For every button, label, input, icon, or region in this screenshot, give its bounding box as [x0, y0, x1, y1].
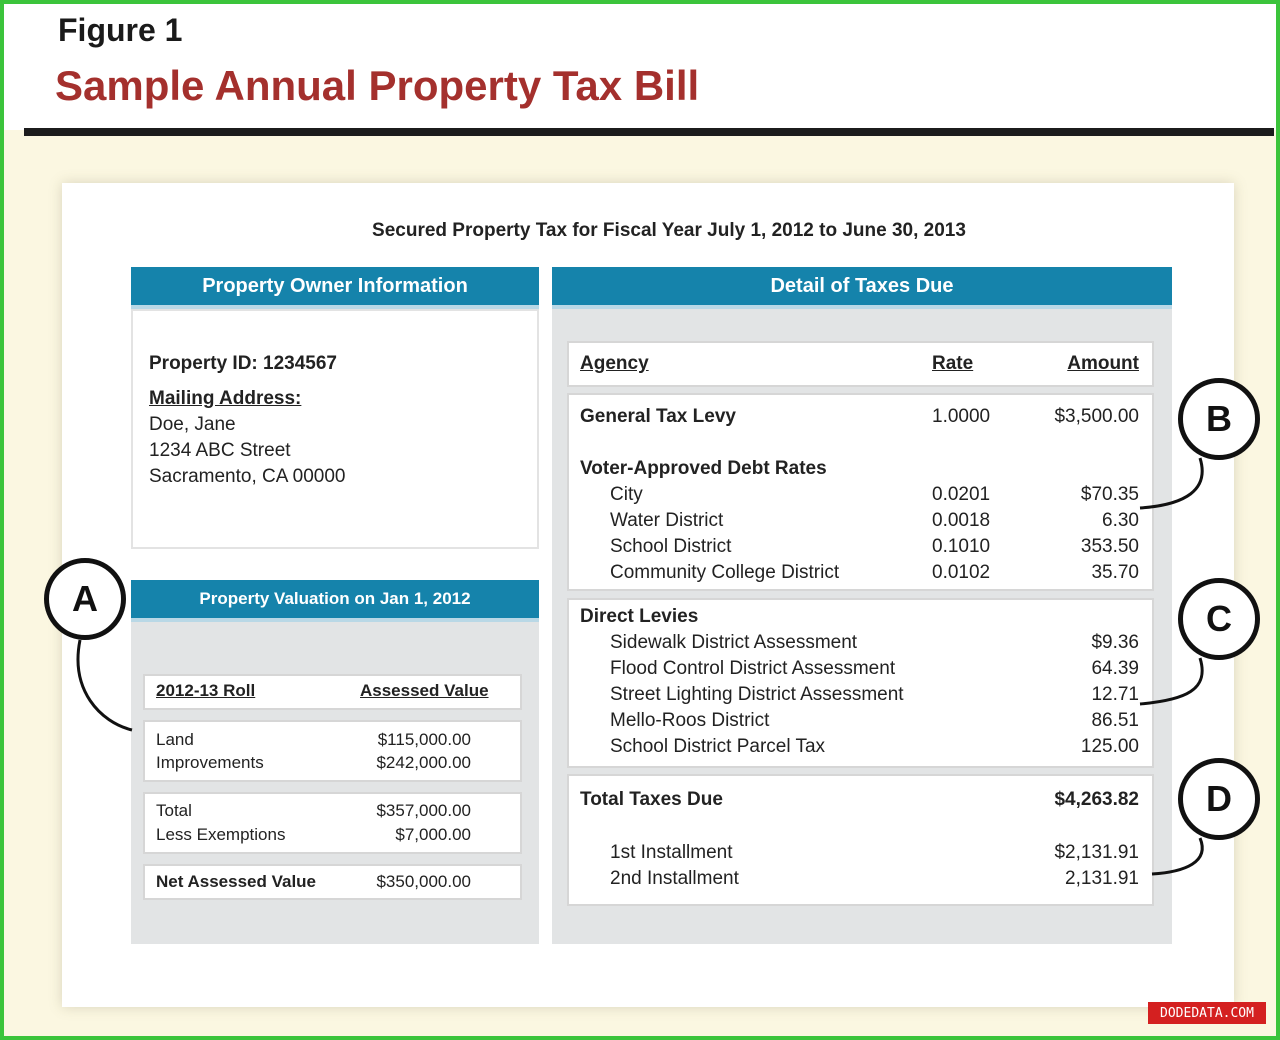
general-levy-amount: $3,500.00 [1054, 406, 1139, 427]
owner-city: Sacramento, CA 00000 [149, 466, 346, 487]
net-assessed-value: $350,000.00 [376, 872, 471, 891]
net-assessed-label: Net Assessed Value [156, 872, 317, 891]
voter-item-amount: $70.35 [1080, 484, 1139, 505]
voter-item-amount: 353.50 [1080, 536, 1139, 557]
voter-item-label: Community College District [610, 562, 840, 583]
mailing-address-label: Mailing Address: [149, 388, 302, 409]
voter-item-rate: 0.0102 [932, 562, 991, 583]
property-id: Property ID: 1234567 [149, 353, 337, 374]
roll-column-header: 2012-13 Roll [156, 681, 256, 700]
callout-c-badge: C [1178, 578, 1260, 660]
voter-item-rate: 0.0018 [932, 510, 991, 531]
general-levy-rate: 1.0000 [932, 406, 991, 427]
direct-item-label: Flood Control District Assessment [610, 658, 896, 679]
second-installment-label: 2nd Installment [610, 868, 739, 889]
figure-title: Sample Annual Property Tax Bill [55, 62, 700, 109]
voter-item-amount: 35.70 [1091, 562, 1139, 583]
callout-d-badge: D [1178, 758, 1260, 840]
land-value: $115,000.00 [377, 730, 471, 749]
owner-name: Doe, Jane [149, 414, 236, 435]
direct-item-label: Street Lighting District Assessment [610, 684, 904, 705]
direct-levies-label: Direct Levies [580, 606, 699, 627]
callout-b-badge: B [1178, 378, 1260, 460]
direct-item-amount: 86.51 [1091, 710, 1139, 731]
direct-item-label: School District Parcel Tax [610, 736, 826, 757]
bill-title: Secured Property Tax for Fiscal Year July 1, 2012 to June 30, 2013 [372, 220, 966, 241]
improvements-label: Improvements [156, 753, 264, 772]
owner-street: 1234 ABC Street [149, 440, 291, 461]
watermark-badge: DODEDATA.COM [1148, 1002, 1266, 1024]
improvements-value: $242,000.00 [376, 753, 471, 772]
direct-item-amount: 12.71 [1091, 684, 1139, 705]
first-installment-label: 1st Installment [610, 842, 733, 863]
voter-item-rate: 0.1010 [932, 536, 991, 557]
direct-item-amount: 125.00 [1080, 736, 1139, 757]
rate-column-header: Rate [932, 353, 974, 374]
exemptions-label: Less Exemptions [156, 825, 286, 844]
taxes-panel-header: Detail of Taxes Due [552, 267, 1172, 309]
general-levy-label: General Tax Levy [580, 406, 736, 427]
voter-item-rate: 0.0201 [932, 484, 991, 505]
total-taxes-label: Total Taxes Due [580, 789, 723, 810]
voter-item-label: School District [610, 536, 732, 557]
voter-debt-label: Voter-Approved Debt Rates [580, 458, 827, 479]
owner-panel-header: Property Owner Information [131, 267, 539, 309]
direct-item-amount: $9.36 [1091, 632, 1139, 653]
total-label: Total [156, 801, 192, 820]
voter-item-amount: 6.30 [1102, 510, 1139, 531]
agency-column-header: Agency [580, 353, 649, 374]
second-installment-amount: 2,131.91 [1065, 868, 1139, 889]
voter-item-label: City [610, 484, 643, 505]
exemptions-value: $7,000.00 [395, 825, 471, 844]
total-value: $357,000.00 [376, 801, 471, 820]
land-label: Land [156, 730, 194, 749]
valuation-panel-header: Property Valuation on Jan 1, 2012 [131, 580, 539, 622]
total-taxes-amount: $4,263.82 [1054, 789, 1139, 810]
direct-item-label: Sidewalk District Assessment [610, 632, 858, 653]
direct-item-label: Mello-Roos District [610, 710, 770, 731]
assessed-value-column-header: Assessed Value [360, 681, 489, 700]
amount-column-header: Amount [1067, 353, 1139, 374]
voter-item-label: Water District [610, 510, 724, 531]
first-installment-amount: $2,131.91 [1054, 842, 1139, 863]
direct-item-amount: 64.39 [1091, 658, 1139, 679]
figure-label: Figure 1 [58, 12, 183, 48]
callout-a-badge: A [44, 558, 126, 640]
